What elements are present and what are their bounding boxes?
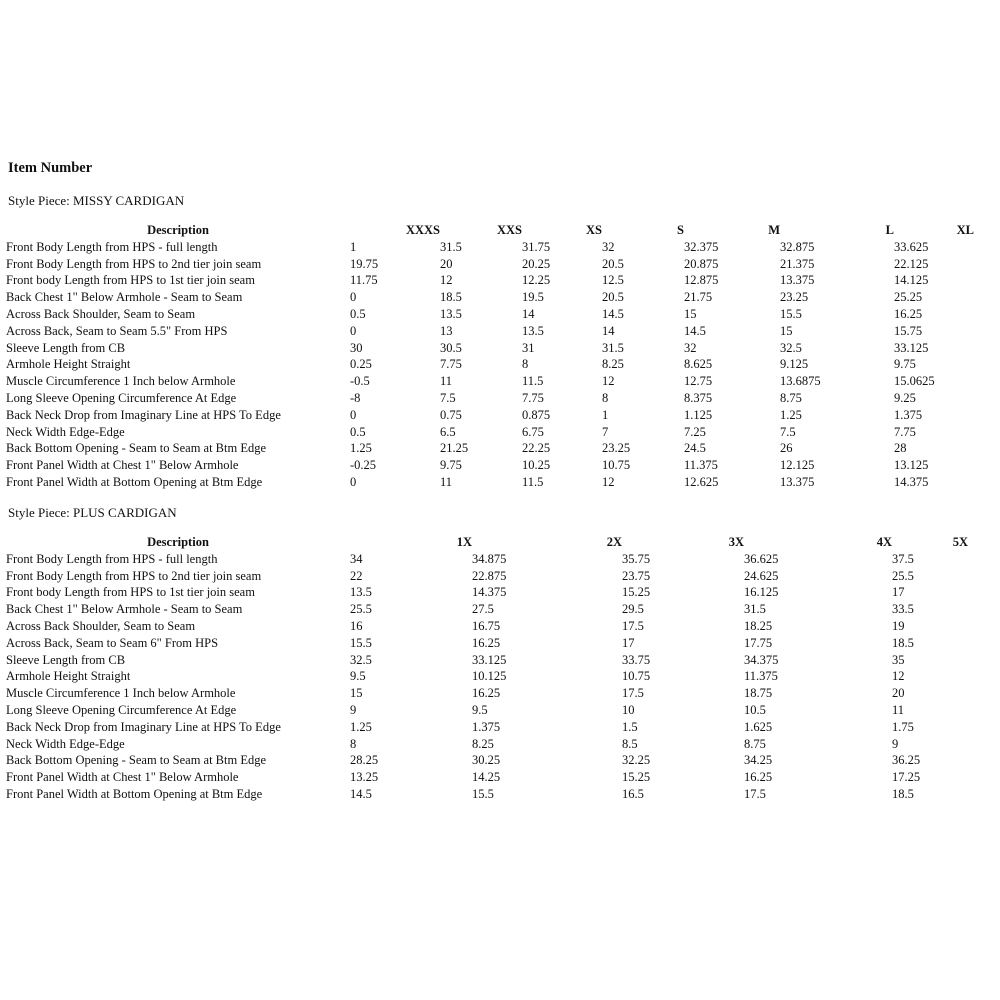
measurement-cell: 20.25: [522, 256, 551, 271]
missy-spec-table: [6, 222, 974, 491]
measurement-cell: 13.5: [522, 323, 544, 338]
measurement-cell: 16.125: [744, 585, 779, 600]
measurement-cell: 28.25: [350, 753, 379, 768]
row-description: Front Panel Width at Bottom Opening at Btm Edge: [6, 786, 263, 801]
measurement-cell: 25.5: [350, 602, 372, 617]
measurement-cell: 0.5: [350, 424, 366, 439]
measurement-cell: 32.25: [622, 753, 651, 768]
measurement-cell: 12: [602, 474, 615, 489]
measurement-cell: 33.5: [892, 602, 914, 617]
measurement-cell: 14.375: [894, 474, 929, 489]
measurement-cell: 9.75: [440, 458, 462, 473]
measurement-cell: 7.75: [894, 424, 916, 439]
measurement-cell: 15: [780, 323, 793, 338]
measurement-cell: 17: [622, 635, 635, 650]
missy-style-piece-label: Style Piece: MISSY CARDIGAN: [8, 193, 185, 208]
measurement-cell: 17.5: [622, 686, 644, 701]
table-row: [6, 702, 968, 719]
measurement-cell: 17.25: [892, 770, 921, 785]
measurement-cell: 8: [602, 390, 609, 405]
measurement-cell: 11.5: [522, 374, 544, 389]
measurement-cell: 18.5: [440, 290, 462, 305]
measurement-cell: 32.5: [780, 340, 802, 355]
measurement-cell: 13.125: [894, 458, 929, 473]
measurement-cell: 7.5: [440, 390, 456, 405]
row-description: Front Body Length from HPS - full length: [6, 239, 218, 254]
measurement-cell: 0: [350, 407, 357, 422]
measurement-cell: 1.125: [684, 407, 713, 422]
measurement-cell: 29.5: [622, 602, 644, 617]
measurement-cell: 33.625: [894, 239, 929, 254]
measurement-cell: 16: [350, 618, 363, 633]
table-row: [6, 719, 968, 736]
table-row: [6, 256, 974, 273]
measurement-cell: 7.25: [684, 424, 706, 439]
measurement-cell: 9: [350, 702, 357, 717]
measurement-cell: 15.0625: [894, 374, 935, 389]
table-row: [6, 306, 974, 323]
measurement-cell: 16.75: [472, 618, 501, 633]
measurement-cell: 0.5: [350, 306, 366, 321]
measurement-cell: 10.5: [744, 702, 766, 717]
measurement-cell: 17.5: [622, 618, 644, 633]
measurement-cell: 13.25: [350, 770, 379, 785]
measurement-cell: 10.125: [472, 669, 507, 684]
measurement-cell: 8.75: [780, 390, 802, 405]
measurement-cell: 11.5: [522, 474, 544, 489]
measurement-cell: 16.25: [744, 770, 773, 785]
measurement-cell: -0.25: [350, 458, 377, 473]
measurement-cell: 12.25: [522, 273, 551, 288]
measurement-cell: 22.875: [472, 568, 507, 583]
row-description: Neck Width Edge-Edge: [6, 736, 125, 751]
measurement-cell: 13.6875: [780, 374, 821, 389]
measurement-cell: 8.5: [622, 736, 638, 751]
measurement-cell: 18.5: [892, 635, 914, 650]
missy-size-header: XS: [586, 223, 602, 237]
measurement-cell: 14: [602, 323, 615, 338]
measurement-cell: 0: [350, 474, 357, 489]
missy-size-header: XL: [956, 223, 974, 237]
measurement-cell: 8.25: [602, 357, 624, 372]
measurement-cell: 33.75: [622, 652, 651, 667]
table-row: [6, 457, 974, 474]
missy-size-header: XXXS: [405, 223, 440, 237]
row-description: Front Body Length from HPS - full length: [6, 551, 218, 566]
measurement-cell: 8.75: [744, 736, 766, 751]
measurement-cell: 13.375: [780, 474, 815, 489]
measurement-cell: 21.25: [440, 441, 469, 456]
row-description: Back Neck Drop from Imaginary Line at HPS To Edge: [6, 407, 281, 422]
measurement-cell: 1.375: [894, 407, 923, 422]
measurement-cell: 15.25: [622, 585, 651, 600]
measurement-cell: 15: [684, 306, 697, 321]
measurement-cell: -0.5: [350, 374, 370, 389]
row-description: Front body Length from HPS to 1st tier join seam: [6, 273, 255, 288]
row-description: Front Body Length from HPS to 2nd tier join seam: [6, 256, 262, 271]
measurement-cell: 15.5: [350, 635, 372, 650]
row-description: Front Panel Width at Chest 1" Below Armhole: [6, 770, 239, 785]
measurement-cell: 8: [522, 357, 529, 372]
measurement-cell: 19: [892, 618, 905, 633]
table-row: [6, 373, 974, 390]
row-description: Muscle Circumference 1 Inch below Armhole: [6, 686, 236, 701]
measurement-cell: 15.5: [472, 786, 494, 801]
table-row: [6, 323, 974, 340]
plus-size-header: 2X: [606, 535, 622, 549]
measurement-cell: 13.5: [440, 306, 462, 321]
row-description: Back Bottom Opening - Seam to Seam at Btm Edge: [6, 441, 267, 456]
plus-description-header: Description: [147, 535, 209, 549]
measurement-cell: 1.75: [892, 719, 914, 734]
measurement-cell: 9.75: [894, 357, 916, 372]
measurement-cell: 35.75: [622, 551, 651, 566]
measurement-cell: 14: [522, 306, 535, 321]
measurement-cell: 20.875: [684, 256, 719, 271]
row-description: Sleeve Length from CB: [6, 340, 126, 355]
row-description: Back Chest 1" Below Armhole - Seam to Seam: [6, 602, 243, 617]
measurement-cell: 15.25: [622, 770, 651, 785]
measurement-cell: 33.125: [472, 652, 507, 667]
measurement-cell: 34: [350, 551, 363, 566]
measurement-cell: 1.25: [350, 719, 372, 734]
measurement-cell: 10.75: [622, 669, 651, 684]
row-description: Back Neck Drop from Imaginary Line at HPS To Edge: [6, 719, 281, 734]
measurement-cell: 20.5: [602, 290, 624, 305]
measurement-cell: 18.75: [744, 686, 773, 701]
table-row: [6, 424, 974, 441]
measurement-cell: 32: [684, 340, 697, 355]
row-description: Back Chest 1" Below Armhole - Seam to Seam: [6, 290, 243, 305]
measurement-cell: 1.25: [350, 441, 372, 456]
measurement-cell: 21.75: [684, 290, 713, 305]
measurement-cell: 9.5: [350, 669, 366, 684]
measurement-cell: 32.875: [780, 239, 815, 254]
measurement-cell: 12: [892, 669, 905, 684]
measurement-cell: 12.5: [602, 273, 624, 288]
measurement-cell: 7.75: [522, 390, 544, 405]
table-row: [6, 786, 968, 803]
measurement-cell: 1.375: [472, 719, 501, 734]
measurement-cell: 12.125: [780, 458, 815, 473]
measurement-cell: 16.25: [472, 686, 501, 701]
plus-style-piece-label: Style Piece: PLUS CARDIGAN: [8, 505, 177, 520]
plus-header-row: [6, 534, 968, 551]
measurement-cell: 30.25: [472, 753, 501, 768]
measurement-cell: 8: [350, 736, 357, 751]
table-row: [6, 769, 968, 786]
plus-table-body: [6, 551, 968, 803]
table-row: [6, 551, 968, 568]
measurement-cell: 25.25: [894, 290, 923, 305]
measurement-cell: 7.75: [440, 357, 462, 372]
measurement-cell: 24.625: [744, 568, 779, 583]
measurement-cell: 11.75: [350, 273, 378, 288]
measurement-cell: 10: [622, 702, 635, 717]
measurement-cell: 23.75: [622, 568, 651, 583]
measurement-cell: 27.5: [472, 602, 494, 617]
table-row: [6, 568, 968, 585]
row-description: Front Panel Width at Bottom Opening at Btm Edge: [6, 474, 263, 489]
measurement-cell: 34.25: [744, 753, 773, 768]
row-description: Back Bottom Opening - Seam to Seam at Btm Edge: [6, 753, 267, 768]
measurement-cell: 31: [522, 340, 535, 355]
row-description: Armhole Height Straight: [6, 669, 131, 684]
row-description: Long Sleeve Opening Circumference At Edge: [6, 390, 237, 405]
measurement-cell: 24.5: [684, 441, 706, 456]
plus-spec-table: [6, 534, 968, 803]
row-description: Across Back Shoulder, Seam to Seam: [6, 306, 196, 321]
measurement-cell: 12: [602, 374, 615, 389]
measurement-cell: 22.25: [522, 441, 551, 456]
measurement-cell: 16.25: [472, 635, 501, 650]
measurement-cell: 35: [892, 652, 905, 667]
measurement-cell: 0.75: [440, 407, 462, 422]
measurement-cell: 8.375: [684, 390, 713, 405]
table-row: [6, 289, 974, 306]
plus-size-header: 3X: [728, 535, 744, 549]
measurement-cell: 1.25: [780, 407, 802, 422]
row-description: Long Sleeve Opening Circumference At Edge: [6, 702, 237, 717]
missy-size-header: L: [885, 223, 894, 237]
measurement-cell: 9: [892, 736, 899, 751]
plus-size-header: 5X: [952, 535, 968, 549]
missy-description-header: Description: [147, 223, 209, 237]
table-row: [6, 736, 968, 753]
table-row: [6, 752, 968, 769]
table-row: [6, 474, 974, 491]
measurement-cell: 13.375: [780, 273, 815, 288]
measurement-cell: 9.25: [894, 390, 916, 405]
measurement-cell: 9.5: [472, 702, 488, 717]
table-row: [6, 390, 974, 407]
measurement-cell: 1: [602, 407, 609, 422]
measurement-cell: 21.375: [780, 256, 815, 271]
table-row: [6, 668, 968, 685]
missy-header-row: [6, 222, 974, 239]
plus-size-header: 4X: [876, 535, 892, 549]
measurement-cell: 30: [350, 340, 363, 355]
measurement-cell: 15.75: [894, 323, 923, 338]
measurement-cell: 11: [440, 474, 453, 489]
measurement-cell: 6.5: [440, 424, 456, 439]
measurement-cell: 0.25: [350, 357, 372, 372]
measurement-cell: 26: [780, 441, 793, 456]
measurement-cell: 28: [894, 441, 907, 456]
measurement-cell: 31.5: [440, 239, 462, 254]
table-row: [6, 601, 968, 618]
measurement-cell: 15.5: [780, 306, 802, 321]
measurement-cell: 25.5: [892, 568, 914, 583]
measurement-cell: 1.5: [622, 719, 638, 734]
measurement-cell: 20: [892, 686, 905, 701]
measurement-cell: 20: [440, 256, 453, 271]
measurement-cell: 18.5: [892, 786, 914, 801]
row-description: Front body Length from HPS to 1st tier join seam: [6, 585, 255, 600]
measurement-cell: 36.25: [892, 753, 921, 768]
table-row: [6, 618, 968, 635]
row-description: Across Back, Seam to Seam 6" From HPS: [6, 635, 219, 650]
measurement-cell: 34.375: [744, 652, 779, 667]
measurement-cell: 20.5: [602, 256, 624, 271]
table-row: [6, 407, 974, 424]
measurement-cell: 37.5: [892, 551, 914, 566]
measurement-cell: 32.5: [350, 652, 372, 667]
measurement-cell: 6.75: [522, 424, 544, 439]
measurement-cell: 12: [440, 273, 453, 288]
table-row: [6, 635, 968, 652]
measurement-cell: 11: [440, 374, 453, 389]
row-description: Armhole Height Straight: [6, 357, 131, 372]
measurement-cell: 23.25: [602, 441, 631, 456]
measurement-cell: 14.5: [684, 323, 706, 338]
measurement-cell: 32: [602, 239, 615, 254]
measurement-cell: 12.625: [684, 474, 719, 489]
measurement-cell: 0.875: [522, 407, 551, 422]
measurement-cell: 11.375: [744, 669, 778, 684]
row-description: Sleeve Length from CB: [6, 652, 126, 667]
table-row: [6, 340, 974, 357]
measurement-cell: 11: [892, 702, 905, 717]
measurement-cell: 9.125: [780, 357, 809, 372]
measurement-cell: 15: [350, 686, 363, 701]
table-row: [6, 239, 974, 256]
measurement-cell: 16.5: [622, 786, 644, 801]
measurement-cell: 19.75: [350, 256, 379, 271]
table-row: [6, 584, 968, 601]
measurement-cell: 33.125: [894, 340, 929, 355]
measurement-cell: 1: [350, 239, 357, 254]
measurement-cell: 14.25: [472, 770, 501, 785]
table-row: [6, 272, 974, 289]
page-title: Item Number: [8, 160, 93, 176]
table-row: [6, 652, 968, 669]
measurement-cell: 16.25: [894, 306, 923, 321]
measurement-cell: 17.5: [744, 786, 766, 801]
measurement-cell: 8.625: [684, 357, 713, 372]
measurement-cell: 7: [602, 424, 609, 439]
row-description: Front Body Length from HPS to 2nd tier join seam: [6, 568, 262, 583]
measurement-cell: 11.375: [684, 458, 718, 473]
measurement-cell: 19.5: [522, 290, 544, 305]
row-description: Across Back Shoulder, Seam to Seam: [6, 618, 196, 633]
measurement-cell: 10.75: [602, 458, 631, 473]
measurement-cell: 14.5: [602, 306, 624, 321]
measurement-cell: 14.375: [472, 585, 507, 600]
measurement-cell: 36.625: [744, 551, 779, 566]
measurement-cell: 7.5: [780, 424, 796, 439]
measurement-cell: 17.75: [744, 635, 773, 650]
measurement-cell: 23.25: [780, 290, 809, 305]
measurement-cell: 14.125: [894, 273, 929, 288]
measurement-cell: 1.625: [744, 719, 773, 734]
measurement-cell: 14.5: [350, 786, 372, 801]
measurement-cell: 13.5: [350, 585, 372, 600]
plus-size-header: 1X: [456, 535, 472, 549]
measurement-cell: 32.375: [684, 239, 719, 254]
missy-table-body: [6, 239, 974, 491]
measurement-cell: 12.75: [684, 374, 713, 389]
measurement-cell: 22: [350, 568, 363, 583]
measurement-cell: 22.125: [894, 256, 929, 271]
measurement-cell: 17: [892, 585, 905, 600]
measurement-cell: 0: [350, 323, 357, 338]
missy-size-header: M: [768, 223, 780, 237]
row-description: Muscle Circumference 1 Inch below Armhole: [6, 374, 236, 389]
measurement-cell: 13: [440, 323, 453, 338]
measurement-cell: -8: [350, 390, 361, 405]
measurement-cell: 31.5: [602, 340, 624, 355]
measurement-cell: 0: [350, 290, 357, 305]
measurement-cell: 30.5: [440, 340, 462, 355]
measurement-cell: 10.25: [522, 458, 551, 473]
table-row: [6, 685, 968, 702]
measurement-cell: 34.875: [472, 551, 507, 566]
measurement-cell: 12.875: [684, 273, 719, 288]
row-description: Across Back, Seam to Seam 5.5" From HPS: [6, 323, 228, 338]
row-description: Neck Width Edge-Edge: [6, 424, 125, 439]
table-row: [6, 440, 974, 457]
missy-size-header: XXS: [496, 223, 522, 237]
measurement-cell: 18.25: [744, 618, 773, 633]
row-description: Front Panel Width at Chest 1" Below Armhole: [6, 458, 239, 473]
table-row: [6, 356, 974, 373]
missy-size-header: S: [677, 223, 684, 237]
measurement-cell: 31.5: [744, 602, 766, 617]
measurement-cell: 31.75: [522, 239, 551, 254]
measurement-cell: 8.25: [472, 736, 494, 751]
